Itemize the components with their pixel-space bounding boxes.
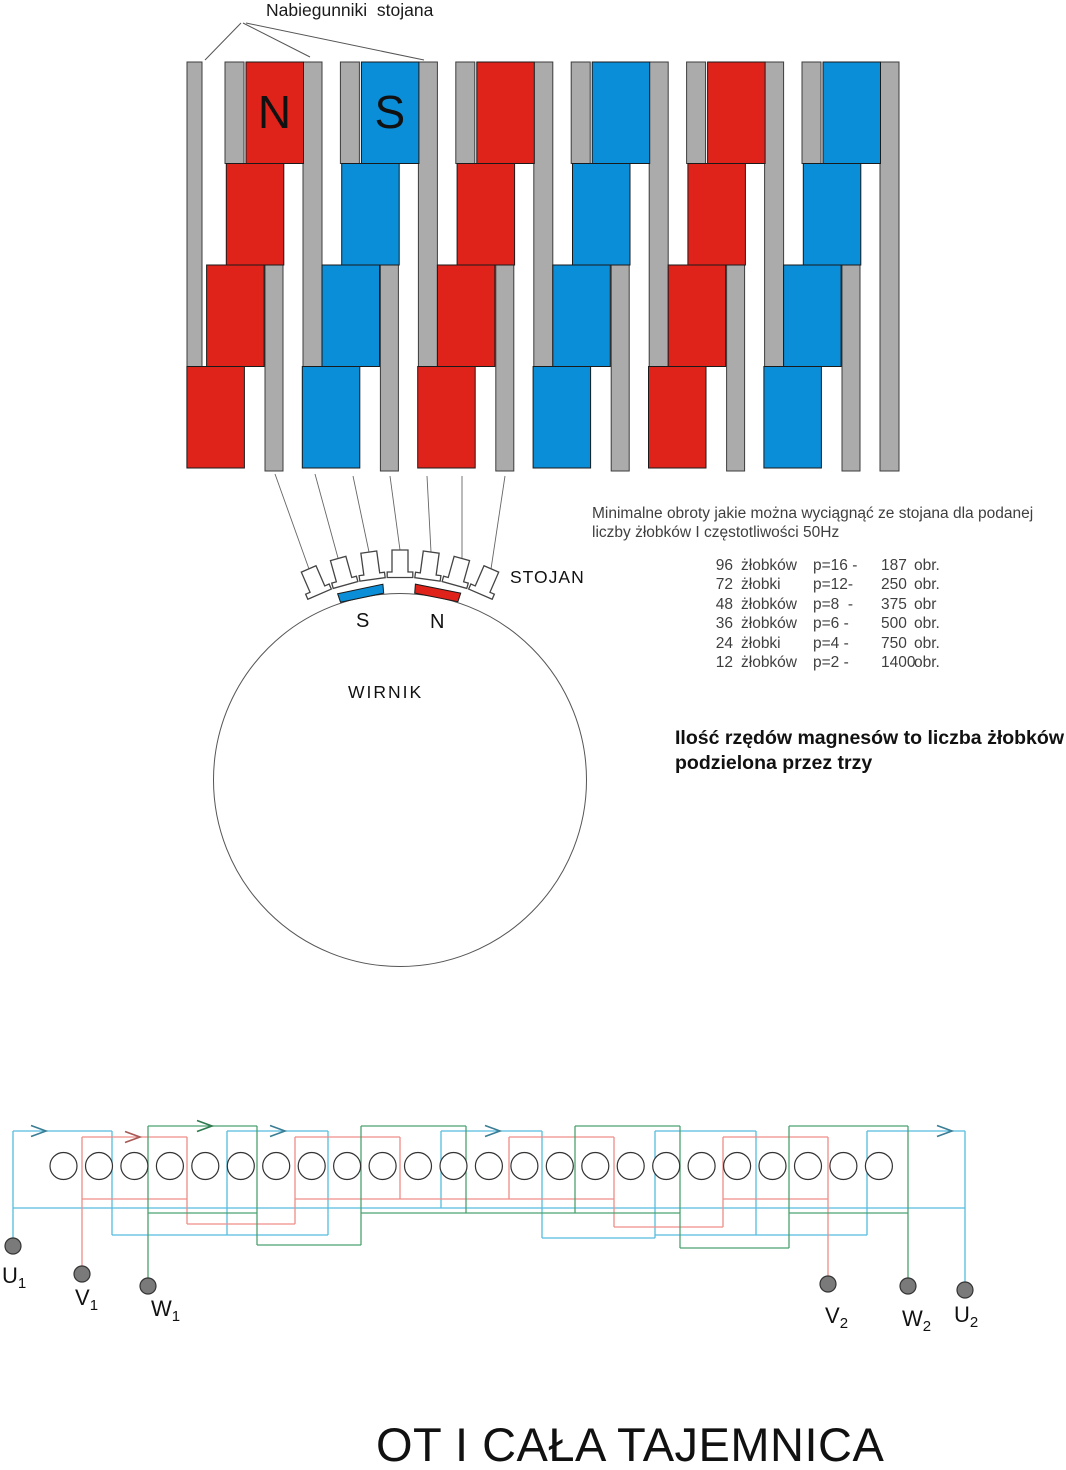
stator-magnet (649, 367, 707, 469)
magnet-to-tooth-line (491, 476, 505, 569)
slot-circle (263, 1153, 290, 1180)
slot-circle (795, 1153, 822, 1180)
rpm-row-1-p: p=12- (813, 576, 854, 594)
stator-tooth (326, 555, 358, 588)
stator-pole-bar (380, 265, 398, 471)
slot-circle (50, 1153, 77, 1180)
rotor-s-label: S (356, 610, 370, 632)
stator-pole-bar (842, 265, 860, 471)
rpm-row-0-word: żłobków (741, 557, 797, 574)
rotor-circle (214, 594, 587, 967)
slot-circle (865, 1153, 892, 1180)
rpm-row-0-unit: obr. (914, 557, 940, 574)
rpm-row-2-slots: 48 (715, 595, 733, 613)
terminal-label-v1: $V_1$ (75, 1285, 99, 1314)
stator-magnet (553, 265, 611, 367)
rpm-row-1-rpm: 250 (881, 576, 907, 594)
slot-circle (192, 1153, 219, 1180)
slot-circle (688, 1153, 715, 1180)
terminal-label-w2: $W_2$ (902, 1306, 932, 1335)
stator-magnet (207, 265, 265, 367)
stator-pole-bar (765, 62, 784, 367)
stator-tooth-shape (442, 555, 474, 588)
rotor-magnet-s (338, 584, 384, 602)
rpm-row-5-rpm: 1400 (881, 654, 916, 672)
stator-magnet (764, 367, 822, 469)
winding-wire-u (13, 1126, 965, 1291)
terminal-dot-v2 (820, 1276, 836, 1292)
rpm-note-line2: liczby żłobków I częstotliwości 50Hz (592, 524, 840, 541)
stator-tooth (469, 564, 503, 599)
stator-magnet (668, 265, 726, 367)
stator-pole-bar (649, 62, 668, 367)
stator-pole-bar (880, 62, 899, 471)
rpm-row-2-word: żłobków (741, 595, 797, 613)
rpm-row-0-rpm: 187 (881, 557, 907, 574)
stator-magnet (823, 62, 881, 164)
terminal-dot-u2 (957, 1282, 973, 1298)
rpm-row-4-p: p=4 - (813, 634, 849, 652)
pointer-line (205, 23, 241, 60)
rpm-note-line1: Minimalne obroty jakie można wyciągnąć ze stojana dla podanej (592, 505, 1034, 522)
rpm-row-3-slots: 36 (715, 615, 733, 633)
rpm-row-2-p: p=8 - (813, 595, 854, 613)
rotor-label: WIRNIK (348, 682, 424, 702)
slot-circle (724, 1153, 751, 1180)
stator-pole-bar (456, 62, 475, 164)
winding-wire-w (148, 1121, 908, 1287)
stator-tooth (415, 550, 444, 581)
terminal-dot-u1 (5, 1238, 21, 1254)
stator-pole-bar (534, 62, 553, 367)
stator-pole-bar (418, 62, 437, 367)
stator-magnet (322, 265, 380, 367)
slot-circle (475, 1153, 502, 1180)
slot-circle (617, 1153, 644, 1180)
magnet-to-tooth-line (390, 476, 400, 550)
stator-magnet (708, 62, 766, 164)
pointer-line (246, 23, 424, 60)
slot-circle (511, 1153, 538, 1180)
rpm-row-1-unit: obr. (914, 576, 940, 594)
magnet-note-line2: podzielona przez trzy (675, 752, 873, 774)
rpm-note (592, 504, 1066, 542)
stator-magnet (187, 367, 245, 469)
stator-pole-bar (303, 62, 322, 367)
magnet-to-tooth-line (353, 476, 369, 552)
terminal-label-w1: $W_1$ (151, 1296, 181, 1325)
rpm-row-3-rpm: 500 (881, 615, 907, 633)
terminal-label-u2: $U_2$ (954, 1302, 979, 1331)
stator-pole-pieces-label: Nabiegunniki stojana (266, 0, 434, 20)
slot-circle (759, 1153, 786, 1180)
stator-label: STOJAN (510, 567, 585, 587)
stator-pole-letter: N (257, 86, 292, 138)
slot-circle (121, 1153, 148, 1180)
page-title: OT I CAŁA TAJEMNICA (376, 1418, 885, 1470)
rotor-n-label: N (430, 611, 445, 633)
terminal-dot-w1 (140, 1278, 156, 1294)
rpm-row-4-rpm: 750 (881, 634, 907, 652)
stator-tooth (442, 555, 474, 588)
slot-circle (582, 1153, 609, 1180)
rpm-row-5-p: p=2 - (813, 654, 849, 672)
rpm-row-4-slots: 24 (715, 634, 733, 652)
rpm-row-5-slots: 12 (715, 654, 733, 672)
stator-magnet (477, 62, 535, 164)
magnet-note-line1: Ilość rzędów magnesów to liczba żłobków (675, 727, 1064, 749)
slot-circle (830, 1153, 857, 1180)
stator-pole-bar (340, 62, 359, 164)
stator-pole-letter: S (374, 86, 406, 138)
stator-pole-bar (265, 265, 283, 471)
stator-pole-bar (802, 62, 821, 164)
stator-pole-bar (571, 62, 590, 164)
rpm-row-3-p: p=6 - (813, 615, 849, 633)
slot-circle (298, 1153, 325, 1180)
rpm-table (709, 556, 954, 672)
magnet-to-tooth-line (427, 476, 431, 552)
rpm-row-5-unit: obr. (914, 654, 940, 672)
stator-tooth (356, 550, 385, 581)
stator-magnet (226, 164, 283, 266)
slot-circle (369, 1153, 396, 1180)
rpm-row-5-word: żłobków (741, 654, 797, 672)
rpm-row-3-unit: obr. (914, 615, 940, 633)
rpm-row-0-slots: 96 (715, 557, 733, 574)
stator-magnet (302, 367, 360, 469)
slot-circle (334, 1153, 361, 1180)
magnet-count-note (675, 726, 1064, 776)
stator-pole-bar (187, 62, 202, 367)
slot-circle (653, 1153, 680, 1180)
rpm-row-1-word: żłobki (741, 576, 781, 594)
terminal-label-u1: $U_1$ (2, 1263, 27, 1292)
rpm-row-4-word: żłobki (741, 634, 781, 652)
terminal-dot-w2 (900, 1278, 916, 1294)
stator-magnet (688, 164, 746, 266)
stator-tooth-shape (415, 550, 444, 581)
stator-magnet (342, 164, 400, 266)
stator-tooth-shape (469, 564, 503, 599)
terminal-label-v2: $V_2$ (825, 1303, 849, 1332)
slot-circle (405, 1153, 432, 1180)
slot-circle (156, 1153, 183, 1180)
stator-magnet (457, 164, 514, 266)
stator-magnet (418, 367, 476, 469)
rpm-row-1-slots: 72 (715, 576, 733, 594)
slot-circle (546, 1153, 573, 1180)
stator-tooth-shape (356, 550, 385, 581)
pointer-line (243, 23, 310, 57)
rpm-row-2-unit: obr (914, 595, 937, 613)
slot-circle (86, 1153, 113, 1180)
rotor-magnet-n (415, 584, 461, 602)
stator-pole-bar (687, 62, 706, 164)
stator-tooth (297, 564, 331, 599)
stator-tooth-shape (326, 555, 358, 588)
stator-magnet (437, 265, 495, 367)
stator-pole-bar (611, 265, 629, 471)
stator-tooth (387, 550, 413, 578)
stator-pole-bar (496, 265, 514, 471)
slot-circle (227, 1153, 254, 1180)
stator-pole-bar (225, 62, 244, 164)
stator-magnet (573, 164, 631, 266)
terminal-dot-v1 (74, 1266, 90, 1282)
stator-magnet (533, 367, 591, 469)
magnet-to-tooth-line (275, 474, 309, 569)
rpm-row-2-rpm: 375 (881, 595, 907, 613)
stator-magnet (784, 265, 842, 367)
rpm-row-0-p: p=16 - (813, 557, 858, 574)
stator-tooth-shape (387, 550, 413, 578)
rpm-row-3-word: żłobków (741, 615, 797, 633)
stator-pole-bar (727, 265, 745, 471)
rpm-row-4-unit: obr. (914, 634, 940, 652)
stator-magnet (592, 62, 650, 164)
magnet-to-tooth-line (315, 474, 338, 558)
slot-circle (440, 1153, 467, 1180)
stator-tooth-shape (297, 564, 331, 599)
stator-magnet (803, 164, 861, 266)
